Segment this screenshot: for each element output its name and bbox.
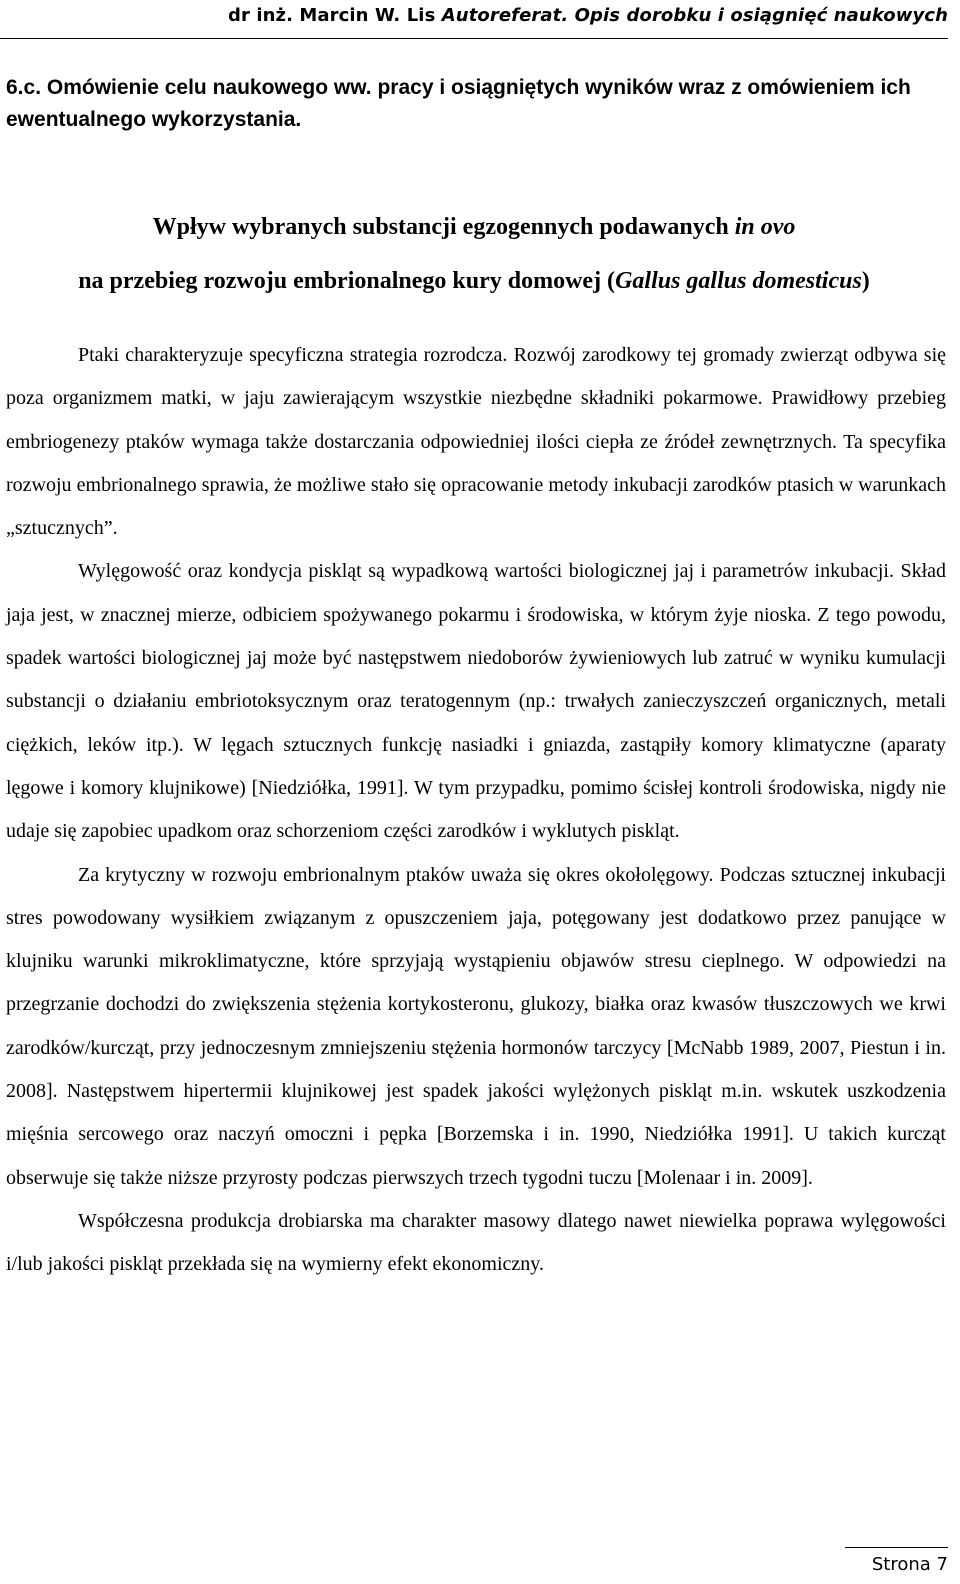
title-line-1-italic: in ovo bbox=[734, 214, 796, 240]
title-line-2-close: ) bbox=[861, 268, 870, 294]
title-line-2-italic: Gallus gallus domesticus bbox=[615, 268, 862, 294]
title-line-2 bbox=[78, 268, 870, 294]
section-heading: 6.c. Omówienie celu naukowego ww. pracy i osiągniętych wyników wraz z omówieniem ich ewentualnego wykorzystania. bbox=[6, 76, 911, 131]
title-line-2-text: na przebieg rozwoju embrionalnego kury domowej ( bbox=[78, 268, 616, 294]
page-header bbox=[0, 0, 948, 39]
paragraph: Współczesna produkcja drobiarska ma charakter masowy dlatego nawet niewielka poprawa wylęgowości i/lub jakości piskląt przekłada się na wymierny efekt ekonomiczny. bbox=[6, 1209, 946, 1276]
paragraph: Za krytyczny w rozwoju embrionalnym ptaków uważa się okres okołolęgowy. Podczas sztucznej inkubacji stres powodowany wysiłkiem związanym z opuszczeniem jaja, potęgowany jest dodatkowo przez panujące w klujniku warunki mikroklimatyczne, które sprzyjają wystąpieniu objawów stresu cieplnego. W odpowiedzi na przegrzanie dochodzi do zwiększenia stężenia kortykosteronu, glukozy, białka oraz kwasów tłuszczowych we krwi zarodków/kurcząt, przy jednoczesnym zmniejszeniu stężenia hormonów tarczycy [McNabb 1989, 2007, Piestun i in. 2008]. Następstwem hipertermii klujnikowej jest spadek jakości wylężonych piskląt m.in. wskutek uszkodzenia mięśnia sercowego oraz naczyń omoczni i pępka [Borzemska i in. 1990, Niedziółka 1991]. U takich kurcząt obserwuje się także niższe przyrosty podczas pierwszych trzech tygodni tuczu [Molenaar i in. 2009]. bbox=[6, 863, 946, 1189]
body-text bbox=[6, 334, 946, 1287]
paragraph: Ptaki charakteryzuje specyficzna strategia rozrodcza. Rozwój zarodkowy tej gromady zwierząt odbywa się poza organizmem matki, w jaju zawierającym wszystkie niezbędne składniki pokarmowe. Prawidłowy przebieg embriogenezy ptaków wymaga także dostarczania odpowiedniej ilości ciepła ze źródeł zewnętrznych. Ta specyfika rozwoju embrionalnego sprawia, że możliwe stało się opracowanie metody inkubacji zarodków ptasich w warunkach „sztucznych”. bbox=[6, 344, 946, 540]
document-title bbox=[0, 200, 948, 308]
header-subtitle: Autoreferat. Opis dorobku i osiągnięć naukowych bbox=[441, 5, 948, 26]
page-number: Strona 7 bbox=[871, 1554, 948, 1575]
page-footer bbox=[845, 1547, 948, 1580]
header-author: dr inż. Marcin W. Lis bbox=[228, 5, 436, 26]
header-text bbox=[228, 2, 948, 30]
paragraph: Wylęgowość oraz kondycja piskląt są wypadkową wartości biologicznej jaj i parametrów inkubacji. Skład jaja jest, w znacznej mierze, odbiciem spożywanego pokarmu i środowiska, w którym żyje nioska. Z tego powodu, spadek wartości biologicznej jaj może być następstwem niedoborów żywieniowych lub zatruć w wyniku kumulacji substancji o działaniu embriotoksycznym oraz teratogennym (np.: trwałych zanieczyszczeń organicznych, metali ciężkich, leków itp.). W lęgach sztucznych funkcję nasiadki i gniazda, zastąpiły komory klimatyczne (aparaty lęgowe i komory klujnikowe) [Niedziółka, 1991]. W tym przypadku, pomimo ścisłej kontroli środowiska, nigdy nie udaje się zapobiec upadkom oraz schorzeniom części zarodków i wyklutych piskląt. bbox=[6, 560, 946, 843]
title-line-1 bbox=[153, 214, 796, 240]
title-line-1-text: Wpływ wybranych substancji egzogennych podawanych bbox=[152, 214, 735, 240]
